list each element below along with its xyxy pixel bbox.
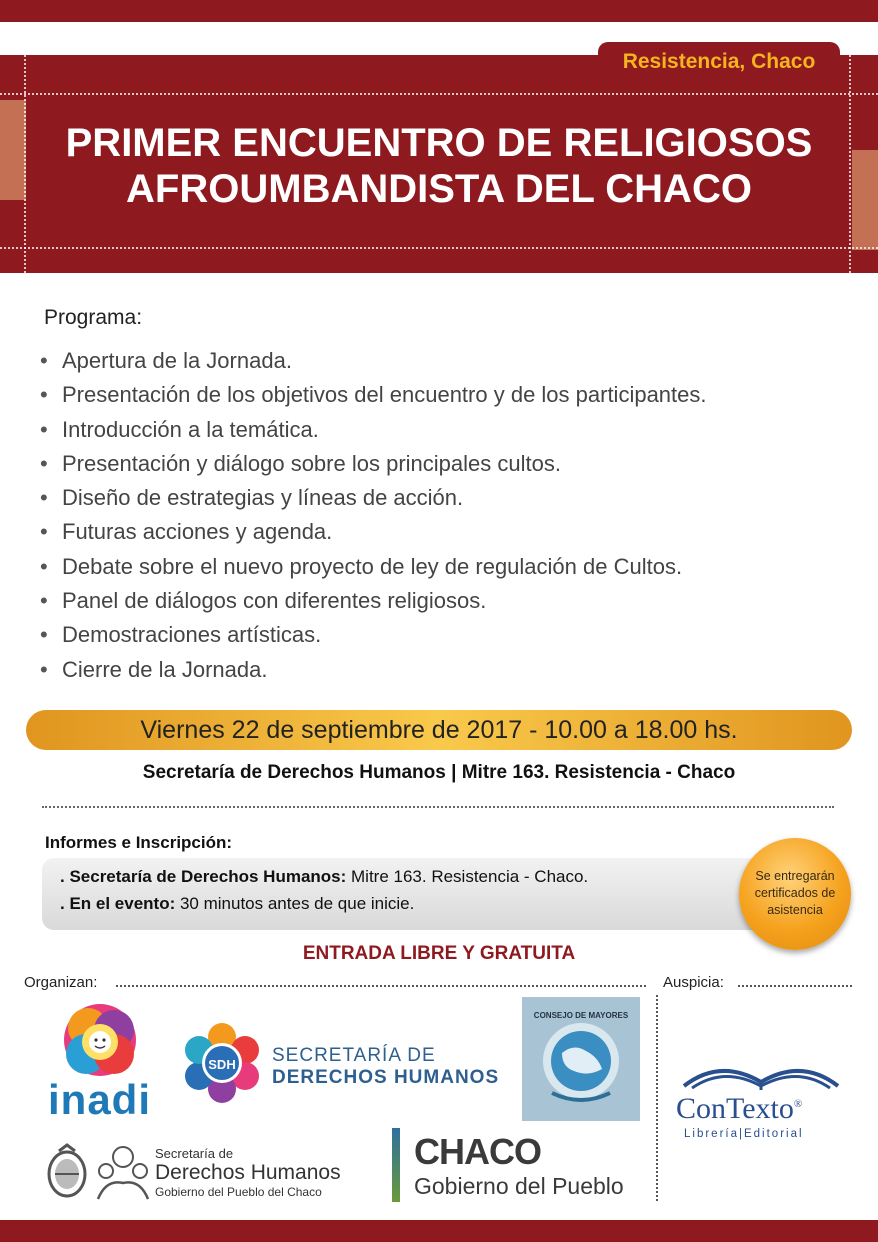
- bottom-border-bar: [0, 1220, 878, 1242]
- certificate-badge-line-1: Se entregarán: [755, 869, 835, 883]
- certificate-badge: [739, 838, 851, 950]
- context-main: ConTexto: [676, 1092, 794, 1125]
- dotted-divider: [42, 806, 834, 808]
- list-item: [40, 413, 707, 447]
- program-label: Programa:: [44, 306, 143, 329]
- informes-line-1: [60, 867, 588, 887]
- event-date-bar: Viernes 22 de septiembre de 2017 - 10.00 a 18.00 hs.: [26, 710, 852, 750]
- auspicia-dotted-line: [738, 985, 852, 987]
- title-line-1: PRIMER ENCUENTRO DE RELIGIOSOS: [65, 121, 813, 165]
- sdh-line-1: SECRETARÍA DE: [272, 1045, 436, 1066]
- program-item-text: Presentación y diálogo sobre los principales cultos.: [62, 450, 561, 476]
- inadi-wordmark: inadi: [48, 1076, 152, 1123]
- list-item: [40, 653, 707, 687]
- list-item: [40, 618, 707, 652]
- list-item: [40, 344, 707, 378]
- informes-line-1-bold: . Secretaría de Derechos Humanos:: [60, 867, 347, 886]
- header-dotted-line-top: [0, 93, 878, 95]
- bullet-icon: •: [40, 588, 48, 614]
- list-item: [40, 447, 707, 481]
- bullet-icon: •: [40, 348, 48, 373]
- informes-line-2-bold: . En el evento:: [60, 894, 176, 913]
- bullet-icon: •: [40, 656, 48, 682]
- program-item-text: Apertura de la Jornada.: [62, 348, 292, 373]
- sdh2-line-3: Gobierno del Pueblo del Chaco: [155, 1185, 322, 1199]
- chaco-logo-bar: [392, 1128, 400, 1202]
- informes-line-1-text: Mitre 163. Resistencia - Chaco.: [346, 867, 589, 886]
- consejo-de-mayores-logo: [522, 997, 640, 1121]
- auspicia-label: Auspicia:: [663, 974, 724, 991]
- program-list: [40, 344, 707, 687]
- page-title: [0, 120, 878, 212]
- bullet-icon: •: [40, 485, 48, 511]
- event-venue: Secretaría de Derechos Humanos | Mitre 163. Resistencia - Chaco: [142, 762, 736, 783]
- bullet-icon: •: [40, 416, 48, 442]
- sdh-badge-text: SDH: [208, 1057, 236, 1072]
- program-item-text: Diseño de estrategias y líneas de acción.: [62, 485, 464, 511]
- bullet-icon: •: [40, 622, 48, 648]
- informes-label: Informes e Inscripción:: [45, 833, 233, 852]
- informes-box: [42, 858, 782, 930]
- registered-mark: ®: [793, 1098, 803, 1110]
- consejo-label: CONSEJO DE MAYORES: [533, 1011, 629, 1020]
- list-item: [40, 481, 707, 515]
- certificate-badge-line-3: asistencia: [767, 903, 823, 917]
- entrada-libre-label: ENTRADA LIBRE Y GRATUITA: [302, 943, 576, 964]
- sdh-line-2: DERECHOS HUMANOS: [272, 1067, 500, 1088]
- organizan-dotted-line: [116, 985, 646, 987]
- sponsor-vertical-divider: [656, 995, 658, 1201]
- program-item-text: Introducción a la temática.: [62, 416, 319, 442]
- list-item: [40, 550, 707, 584]
- informes-line-2: [60, 894, 414, 914]
- chaco-line-2: Gobierno del Pueblo: [414, 1173, 624, 1199]
- sdh2-line-2: Derechos Humanos: [155, 1161, 341, 1184]
- open-book-icon: [680, 1052, 842, 1092]
- people-logo-icon: [94, 1143, 152, 1203]
- bullet-icon: •: [40, 382, 48, 408]
- sdh-wordmark: [272, 1045, 499, 1089]
- program-item-text: Presentación de los objetivos del encuentro y de los participantes.: [62, 382, 707, 408]
- top-border-bar: [0, 0, 878, 22]
- title-line-2: AFROUMBANDISTA DEL CHACO: [126, 167, 752, 211]
- informes-line-2-text: 30 minutos antes de que inicie.: [175, 894, 415, 913]
- context-subtitle: Librería|Editorial: [684, 1128, 804, 1140]
- header-banner: [0, 55, 878, 273]
- program-item-text: Debate sobre el nuevo proyecto de ley de regulación de Cultos.: [62, 553, 683, 579]
- bullet-icon: •: [40, 519, 48, 545]
- context-wordmark: [676, 1092, 802, 1126]
- program-item-text: Panel de diálogos con diferentes religiosos.: [62, 588, 487, 614]
- sdh2-line-1: Secretaría de: [155, 1146, 234, 1161]
- header-dotted-line-bottom: [0, 247, 878, 249]
- organizan-label: Organizan:: [24, 974, 98, 991]
- province-shield-icon: [44, 1143, 90, 1201]
- list-item: [40, 584, 707, 618]
- inadi-logo-icon: [58, 1000, 142, 1080]
- program-item-text: Demostraciones artísticas.: [62, 622, 322, 648]
- program-item-text: Cierre de la Jornada.: [62, 656, 268, 682]
- chaco-line-1: CHACO: [414, 1131, 541, 1172]
- list-item: [40, 378, 707, 412]
- certificate-badge-line-2: certificados de: [754, 886, 836, 900]
- bullet-icon: •: [40, 450, 48, 476]
- list-item: [40, 515, 707, 549]
- chaco-wordmark: [414, 1132, 624, 1200]
- location-tab: Resistencia, Chaco: [598, 42, 840, 82]
- sdh-provincial-wordmark: [155, 1146, 341, 1199]
- bullet-icon: •: [40, 553, 48, 579]
- program-item-text: Futuras acciones y agenda.: [62, 519, 333, 545]
